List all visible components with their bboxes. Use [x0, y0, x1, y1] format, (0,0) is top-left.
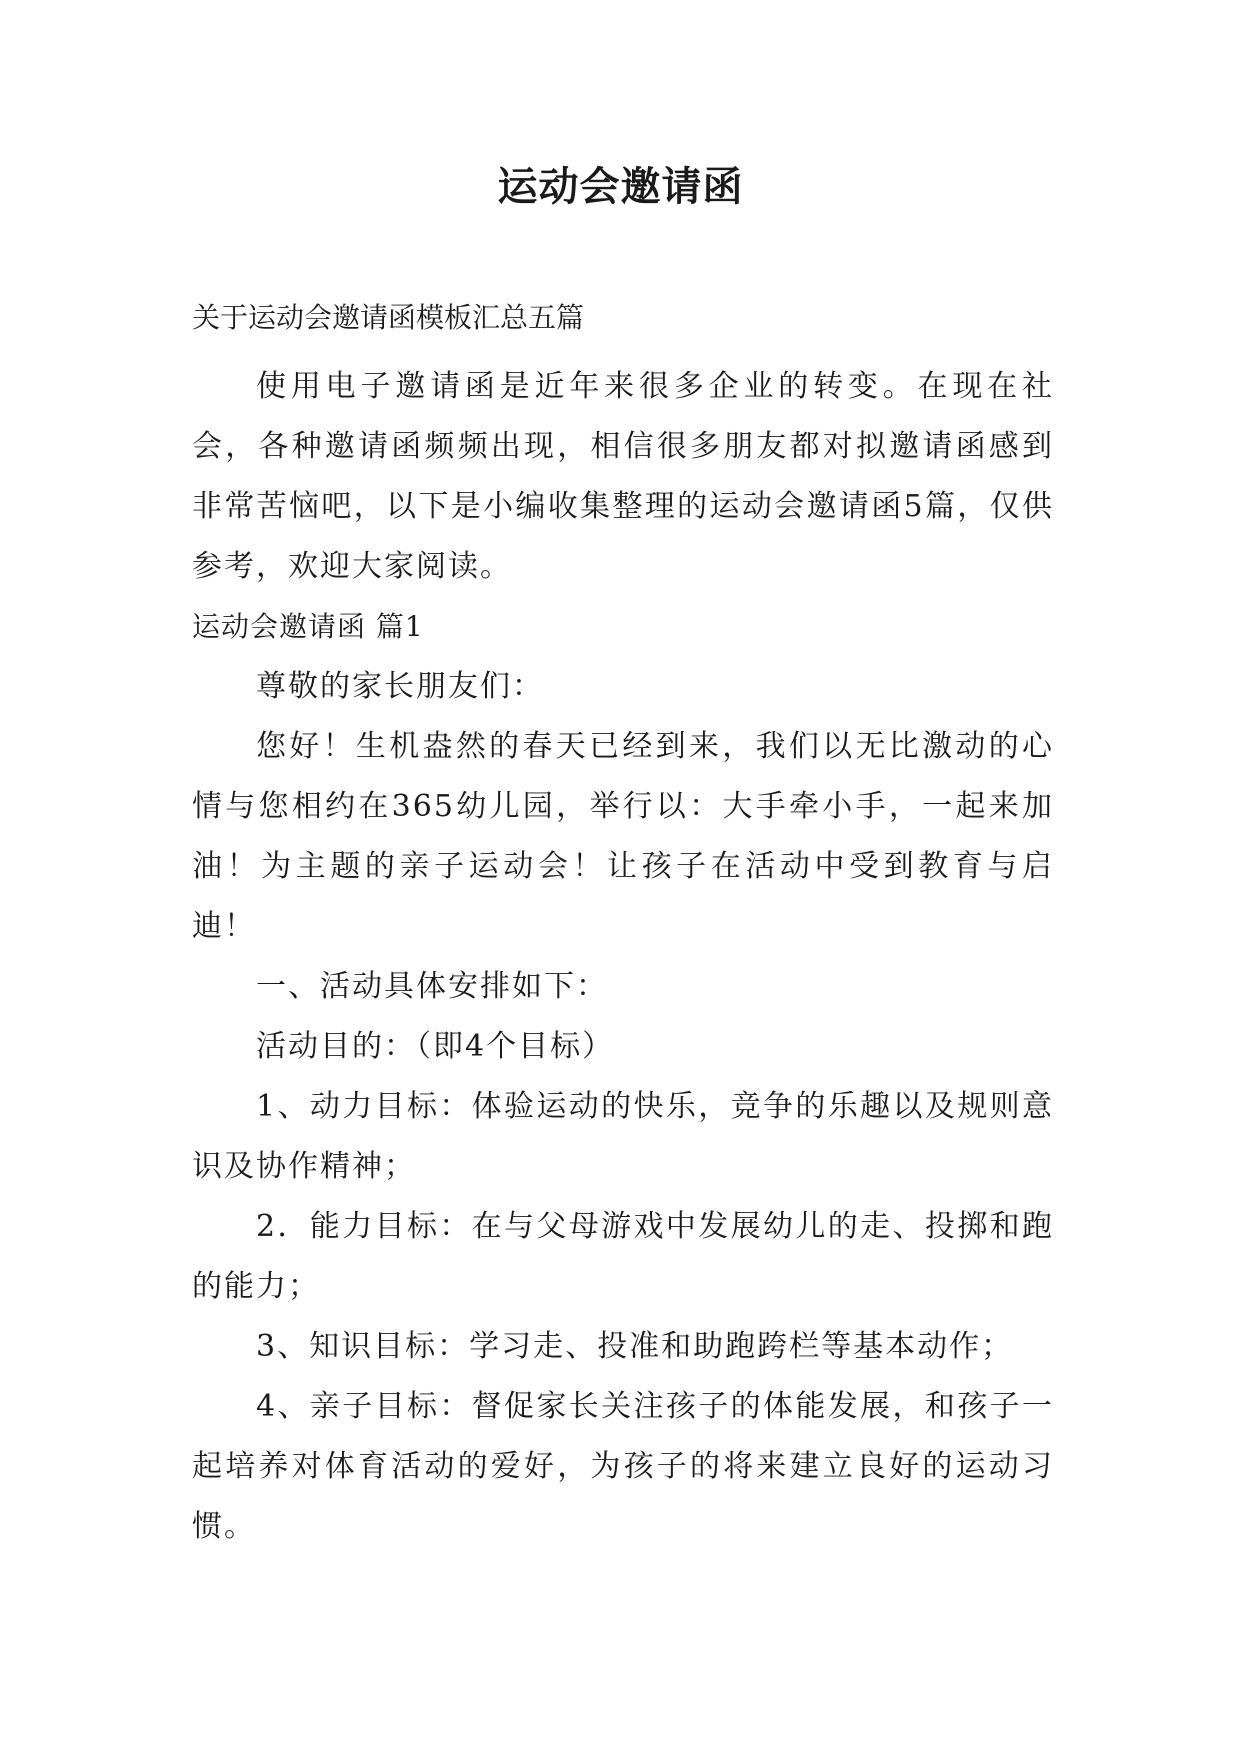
document-subtitle: 关于运动会邀请函模板汇总五篇 — [192, 301, 585, 334]
goal-item-4: 4、亲子目标：督促家长关注孩子的体能发展，和孩子一起培养对体育活动的爱好，为孩子的将来建立良好的运动习惯。 — [192, 1389, 1054, 1544]
salutation: 尊敬的家长朋友们： — [256, 669, 544, 704]
goal-item-1: 1、动力目标：体验运动的快乐，竞争的乐趣以及规则意识及协作精神； — [192, 1089, 1054, 1184]
goal-item-2: 2．能力目标：在与父母游戏中发展幼儿的走、投掷和跑的能力； — [192, 1209, 1054, 1304]
document-title: 运动会邀请函 — [497, 163, 744, 210]
body-text — [192, 357, 1054, 1557]
goal-item-3: 3、知识目标：学习走、投准和助跑跨栏等基本动作； — [256, 1329, 1014, 1364]
purpose-heading: 活动目的：（即4个目标） — [256, 1029, 615, 1064]
section-title: 运动会邀请函 篇1 — [192, 610, 424, 643]
arrangement-heading: 一、活动具体安排如下： — [256, 969, 608, 1004]
intro-paragraph: 使用电子邀请函是近年来很多企业的转变。在现在社会，各种邀请函频频出现，相信很多朋友都对拟邀请函感到非常苦恼吧，以下是小编收集整理的运动会邀请函5篇，仅供参考，欢迎大家阅读。 — [192, 369, 1054, 584]
greeting-paragraph: 您好！生机盎然的春天已经到来，我们以无比激动的心情与您相约在365幼儿园，举行以：大手牵小手，一起来加油！为主题的亲子运动会！让孩子在活动中受到教育与启迪！ — [192, 729, 1054, 944]
